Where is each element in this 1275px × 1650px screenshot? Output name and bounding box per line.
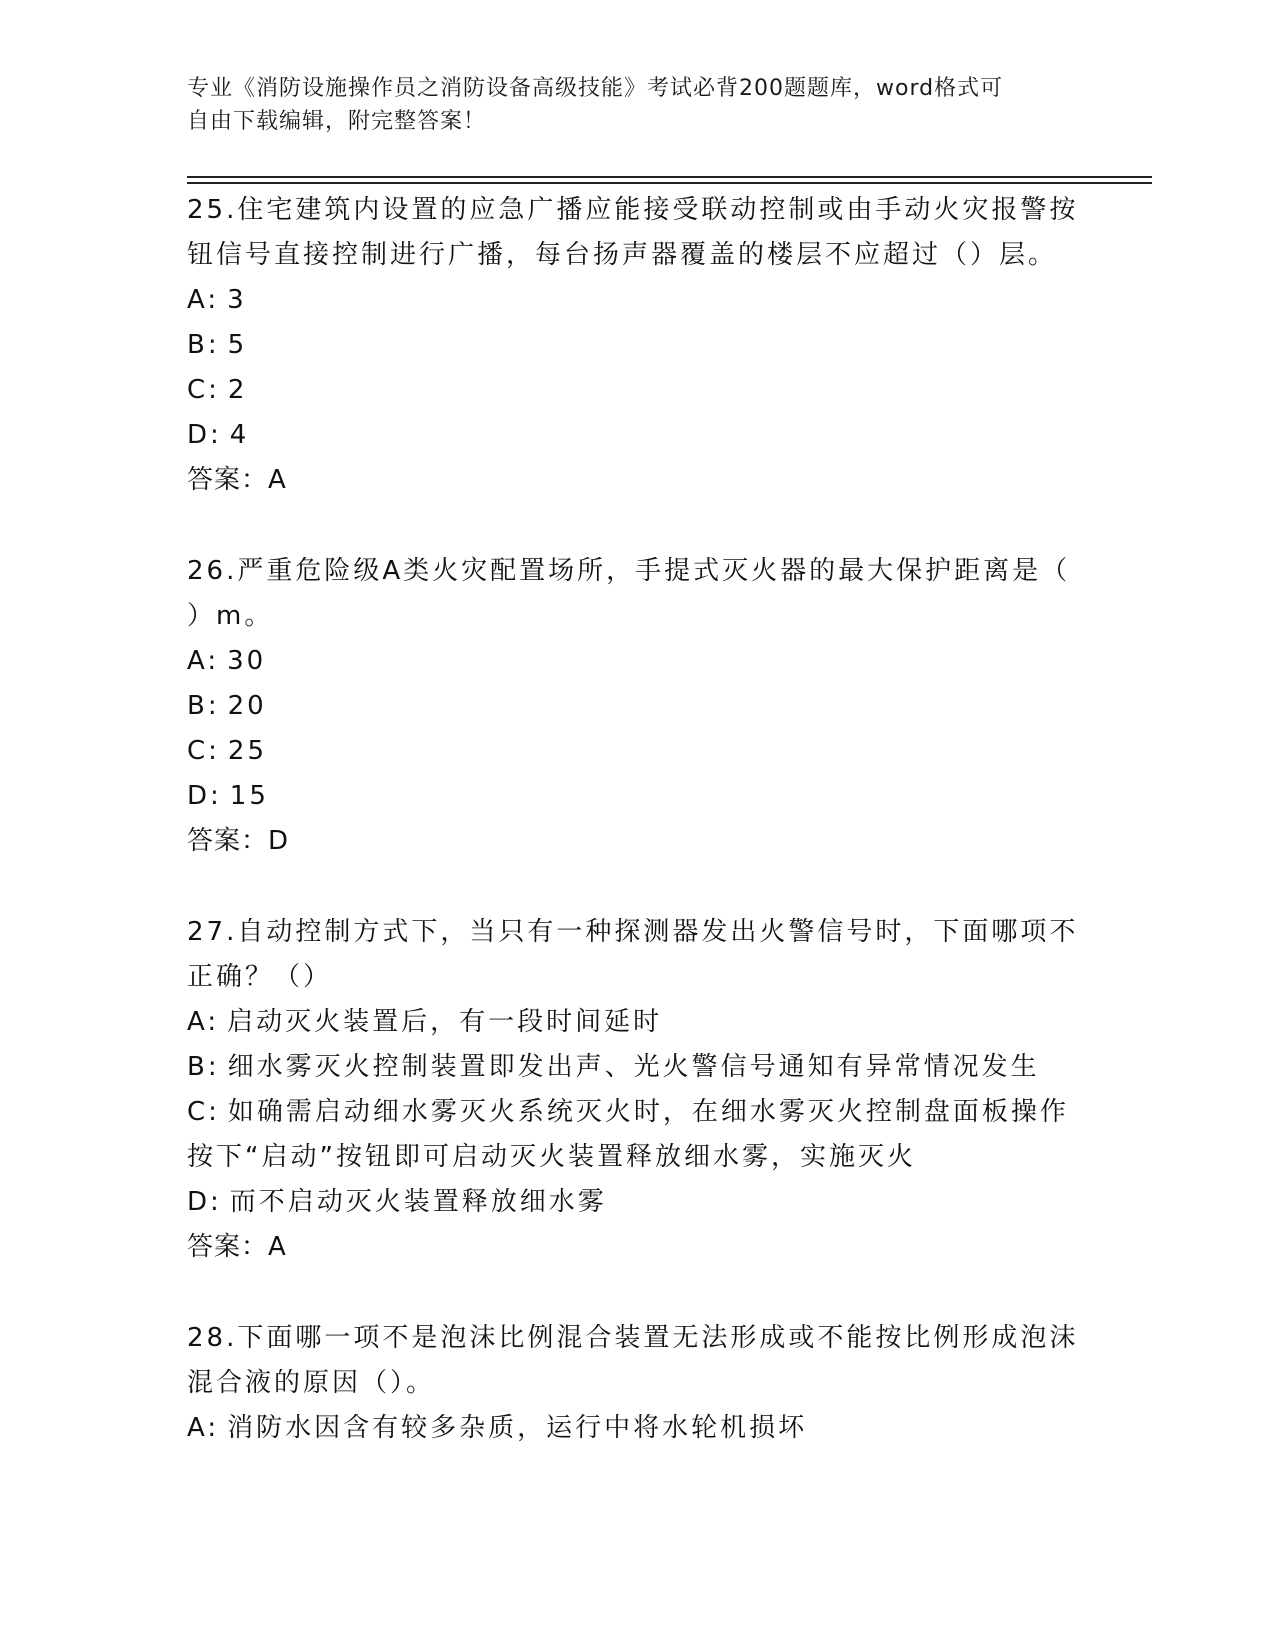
option-a	[187, 639, 1087, 684]
question-28	[187, 1316, 1087, 1451]
stem-line: 27.自动控制方式下，当只有一种探测器发出火警信号时，下面哪项不	[187, 917, 1079, 947]
option-key: A:	[187, 646, 220, 676]
option-d	[187, 774, 1087, 819]
question-stem	[187, 1316, 1087, 1406]
option-d	[187, 1180, 1087, 1225]
option-a	[187, 278, 1087, 323]
option-text: 30	[227, 646, 267, 676]
option-text: 25	[227, 736, 268, 766]
option-text: 如确需启动细水雾灭火系统灭火时，在细水雾灭火控制盘面板操作	[227, 1097, 1069, 1127]
option-text: 3	[227, 285, 247, 315]
question-stem	[187, 910, 1087, 1000]
option-text: 细水雾灭火控制装置即发出声、光火警信号通知有异常情况发生	[227, 1052, 1040, 1082]
document-header	[187, 72, 1067, 138]
answer-line: 答案：D	[187, 826, 290, 856]
option-key: C:	[187, 1097, 220, 1127]
option-text: 启动灭火装置后，有一段时间延时	[227, 1007, 663, 1037]
stem-line: 28.下面哪一项不是泡沫比例混合装置无法形成或不能按比例形成泡沫	[187, 1323, 1079, 1353]
option-text: 15	[229, 781, 269, 811]
option-key: A:	[187, 1413, 220, 1443]
stem-line: ）m。	[187, 601, 274, 631]
option-text: 而不启动灭火装置释放细水雾	[229, 1187, 607, 1217]
option-key: D:	[187, 1187, 222, 1217]
stem-line: 25.住宅建筑内设置的应急广播应能接受联动控制或由手动火灾报警按	[187, 195, 1079, 225]
option-key: C:	[187, 375, 220, 405]
option-b	[187, 323, 1087, 368]
question-stem	[187, 549, 1087, 639]
stem-line: 混合液的原因（）。	[187, 1368, 436, 1398]
option-a	[187, 1406, 1087, 1451]
option-key: A:	[187, 285, 220, 315]
option-key: B:	[187, 1052, 220, 1082]
option-c	[187, 729, 1087, 774]
option-a	[187, 1000, 1087, 1045]
option-c	[187, 1090, 1087, 1180]
header-line-2: 自由下载编辑，附完整答案！	[187, 109, 487, 134]
option-key: B:	[187, 691, 220, 721]
answer-line: 答案：A	[187, 1232, 287, 1262]
option-key: D:	[187, 781, 222, 811]
option-key: B:	[187, 330, 220, 360]
header-divider-bottom	[187, 182, 1152, 184]
stem-line: 钮信号直接控制进行广播，每台扬声器覆盖的楼层不应超过（）层。	[187, 240, 1058, 270]
option-text: 消防水因含有较多杂质，运行中将水轮机损坏	[227, 1413, 808, 1443]
option-key: A:	[187, 1007, 220, 1037]
option-text: 5	[227, 330, 248, 360]
question-25	[187, 188, 1087, 503]
answer-line: 答案：A	[187, 465, 287, 495]
option-text-continued: 按下“启动”按钮即可启动灭火装置释放细水雾，实施灭火	[187, 1142, 916, 1172]
option-b	[187, 1045, 1087, 1090]
option-key: C:	[187, 736, 220, 766]
option-key: D:	[187, 420, 222, 450]
option-text: 2	[227, 375, 248, 405]
question-26	[187, 549, 1087, 864]
option-text: 20	[227, 691, 267, 721]
stem-line: 正确？（）	[187, 962, 333, 992]
option-c	[187, 368, 1087, 413]
header-divider-top	[187, 176, 1152, 178]
question-list	[187, 188, 1087, 1497]
header-line-1: 专业《消防设施操作员之消防设备高级技能》考试必背200题题库，word格式可	[187, 76, 1004, 101]
option-d	[187, 413, 1087, 458]
question-stem	[187, 188, 1087, 278]
option-b	[187, 684, 1087, 729]
question-27	[187, 910, 1087, 1270]
option-text: 4	[229, 420, 250, 450]
stem-line: 26.严重危险级A类火灾配置场所，手提式灭火器的最大保护距离是（	[187, 556, 1071, 586]
